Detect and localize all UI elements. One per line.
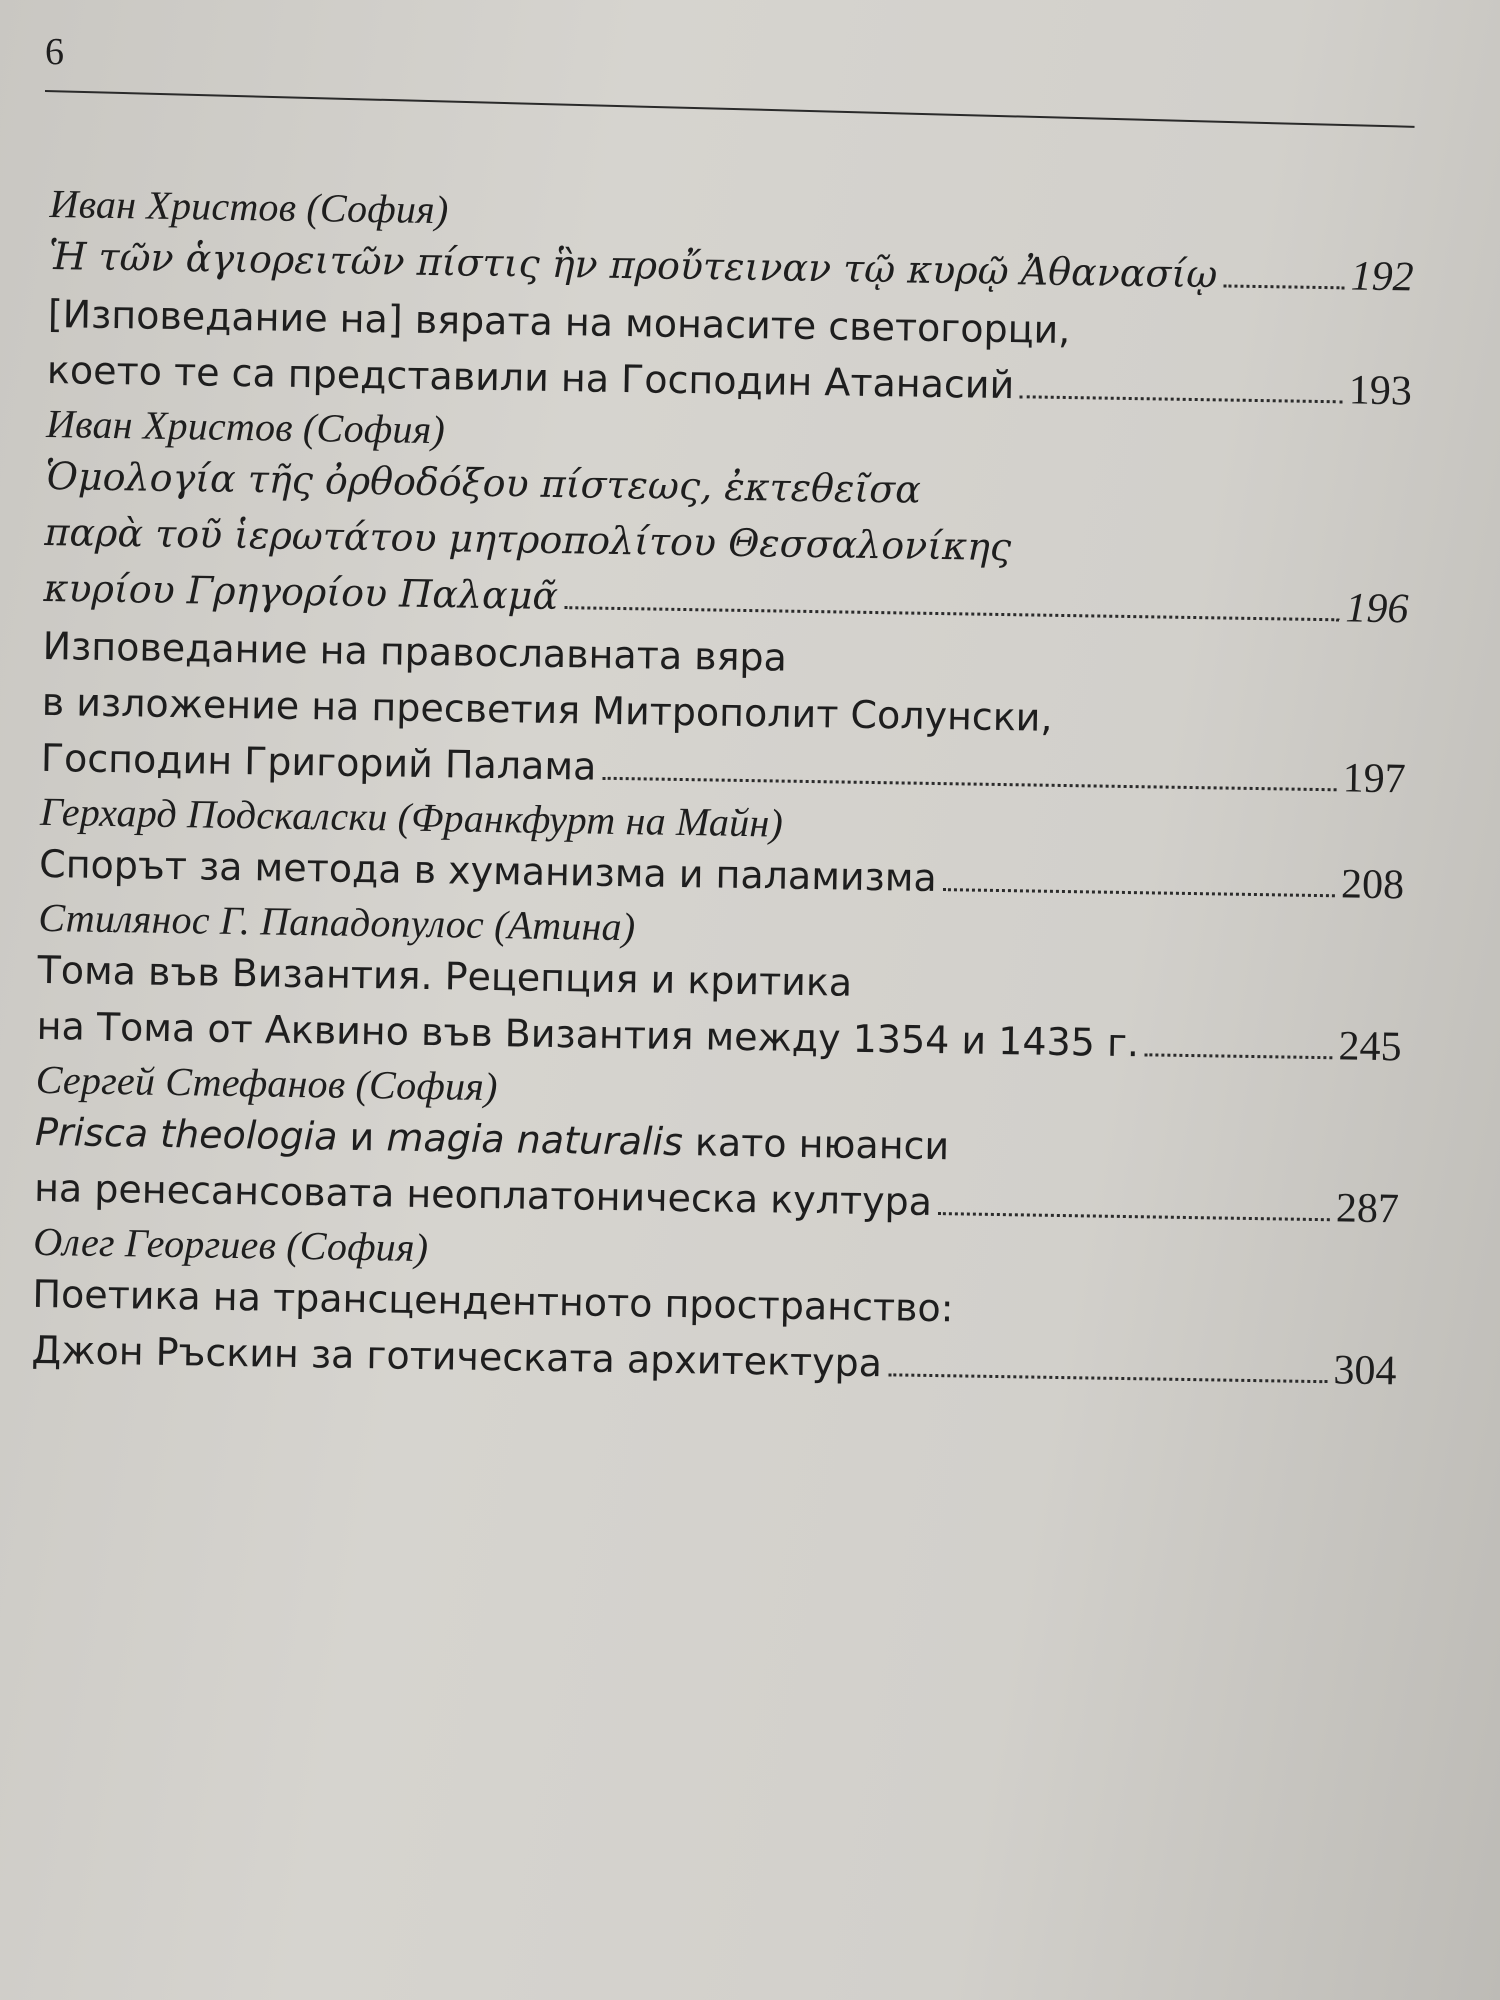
leader-dots: [888, 1373, 1327, 1383]
entry-title-text: Ἡ τῶν ἁγιορειτῶν πίστις ἣν προὔτειναν τῷ κυρῷ Ἀθανασίῳ: [48, 233, 1218, 297]
entry-title-text: κυρίου Γρηγορίου Παλαμᾶ: [43, 565, 559, 619]
entry-page-number: 304: [1333, 1347, 1397, 1395]
entry-author: Стилянос Г. Пападопулос (Атина): [38, 894, 636, 950]
entry-title-text: на Тома от Аквино във Византия между 1354 и 1435 г.: [36, 1003, 1140, 1066]
entry-title-text: Господин Григорий Палама: [40, 735, 597, 789]
entry-title-line: Ὁμολογία τῆς ὀρθοδόξου πίστεως, ἐκτεθεῖσα: [45, 453, 922, 512]
latin-term: magia naturalis: [386, 1115, 684, 1165]
entry-title-text: което те са представили на Господин Атанасий: [46, 347, 1015, 408]
latin-term: Prisca theologia: [34, 1109, 338, 1159]
toc-entry: [40, 618, 1407, 807]
entry-page-number: 192: [1350, 253, 1414, 301]
toc-entry: [36, 894, 1403, 1075]
entry-author: Герхард Подскалски (Франкфурт на Майн): [39, 788, 784, 846]
entry-title-text: и: [337, 1114, 387, 1160]
toc-entry: [31, 1218, 1398, 1399]
entry-author: Иван Христов (София): [49, 180, 449, 233]
entry-page-number: 193: [1348, 367, 1413, 415]
entry-title-line: Тома във Византия. Рецепция и критика: [37, 947, 853, 1005]
toc-entry: [47, 286, 1414, 419]
page-number: 6: [45, 31, 64, 73]
leader-dots: [602, 777, 1336, 792]
entry-title-line: Изповедание на православната вяра: [42, 623, 788, 680]
leader-dots: [938, 1212, 1330, 1221]
entry-title-line: в изложение на пресветия Митрополит Солунски,: [41, 679, 1053, 740]
entry-author: Сергей Стефанов (София): [35, 1056, 498, 1110]
entry-page-number: 208: [1340, 861, 1405, 909]
entry-page-number: 197: [1342, 755, 1407, 803]
entry-page-number: 196: [1345, 585, 1409, 633]
toc-entry: [39, 788, 1405, 913]
entry-title-text: като нюанси: [682, 1120, 950, 1169]
toc-entry: [34, 1056, 1401, 1237]
entry-page-number: 245: [1338, 1023, 1402, 1071]
leader-dots: [564, 606, 1339, 621]
entry-title-line: [Изповедание на] вярата на монасите светогорци,: [47, 291, 1071, 353]
entry-title-line: Поетика на трансцендентното пространство:: [32, 1271, 954, 1331]
entry-title-text: на ренесансовата неоплатоническа култура: [33, 1165, 933, 1224]
toc-entry: [43, 400, 1411, 637]
toc-entry: [48, 180, 1414, 305]
entry-title-text: Джон Ръскин за готическата архитектура: [31, 1327, 883, 1386]
leader-dots: [1223, 284, 1344, 289]
leader-dots: [1145, 1053, 1333, 1059]
table-of-contents: [31, 180, 1415, 1401]
entry-title-line: παρὰ τοῦ ἱερωτάτου μητροπολίτου Θεσσαλονίκης: [44, 509, 1012, 570]
entry-title-text: Спорът за метода в хуманизма и паламизма: [38, 841, 938, 901]
entry-page-number: 287: [1335, 1185, 1400, 1233]
leader-dots: [1020, 395, 1343, 403]
entry-author: Иван Христов (София): [45, 400, 446, 453]
entry-author: Олег Георгиев (София): [32, 1218, 429, 1271]
header-rule: [45, 90, 1415, 128]
leader-dots: [943, 888, 1335, 897]
